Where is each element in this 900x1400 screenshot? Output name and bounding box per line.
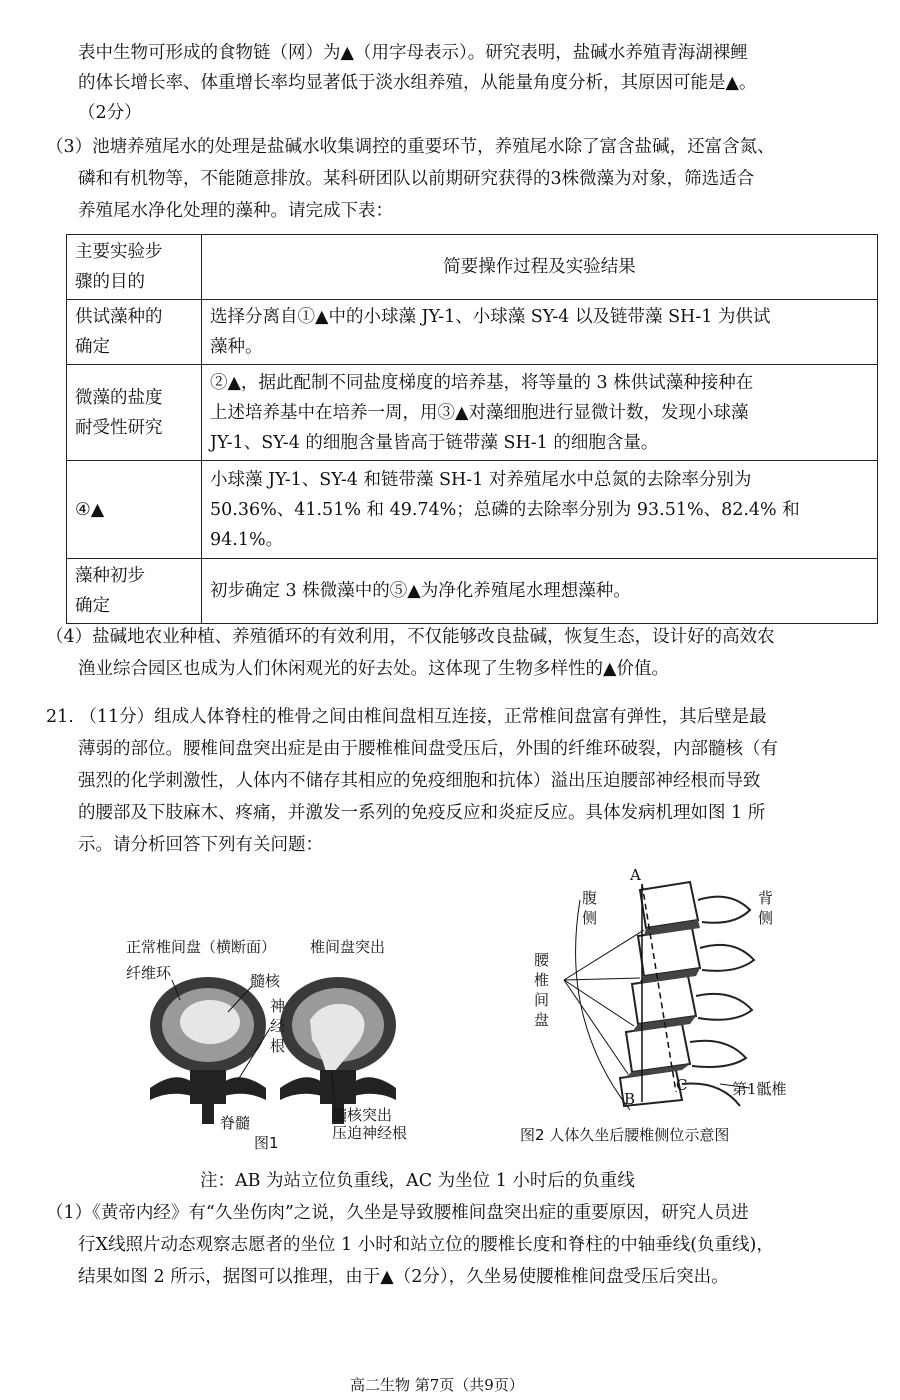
- fig2-label-ventral: 腹 侧: [582, 889, 598, 927]
- q21-line-3: 强烈的化学刺激性，人体内不储存其相应的免疫细胞和抗体）溢出压迫腰部神经根而导致: [78, 771, 761, 791]
- row2-col1: 微藻的盐度 耐受性研究: [67, 365, 202, 461]
- fig1-label-annulus: 纤维环: [126, 964, 172, 982]
- row3-col1: ④▲: [67, 461, 202, 559]
- q21-1-line-3: 结果如图 2 所示，据图可以推理，由于▲（2分），久坐易使腰椎椎间盘受压后突出。: [78, 1267, 729, 1287]
- row2-col2: ②▲，据此配制不同盐度梯度的培养基，将等量的 3 株供试藻种接种在 上述培养基中在培养一周，用③▲对藻细胞进行显微计数，发现小球藻 JY-1、SY-4 的细胞含量皆高于链带藻 SH-1 的细胞含量。: [202, 365, 878, 461]
- table-header-row: [67, 235, 878, 300]
- q21-line-5: 示。请分析回答下列有关问题：: [78, 835, 323, 855]
- q21-line-1: 21. （11分）组成人体脊柱的椎骨之间由椎间盘相互连接，正常椎间盘富有弹性，其后壁是最: [46, 707, 767, 727]
- fig2-caption: 图2 人体久坐后腰椎侧位示意图: [520, 1126, 730, 1144]
- row4-col2: 初步确定 3 株微藻中的⑤▲为净化养殖尾水理想藻种。: [202, 559, 878, 624]
- fig2-label-sacrum: 第1骶椎: [732, 1080, 787, 1098]
- q21-1-line-2: 行X线照片动态观察志愿者的坐位 1 小时和站立位的腰椎长度和脊柱的中轴垂线(负重线)，: [78, 1235, 774, 1255]
- fig1-label-nerve: 神 经 根: [270, 997, 286, 1055]
- q4-line-1: （4）盐碱地农业种植、养殖循环的有效利用，不仅能够改良盐碱，恢复生态，设计好的高效农: [46, 627, 775, 647]
- row1-col2: 选择分离自①▲中的小球藻 JY-1、小球藻 SY-4 以及链带藻 SH-1 为供试 藻种。: [202, 300, 878, 365]
- table-row: [67, 559, 878, 624]
- row3-col2: 小球藻 JY-1、SY-4 和链带藻 SH-1 对养殖尾水中总氮的去除率分别为 50.36%、41.51% 和 49.74%；总磷的去除率分别为 93.51%、82.4% 和 94.1%。: [202, 461, 878, 559]
- fig2-label-dorsal: 背 侧: [758, 889, 774, 927]
- header-col1: 主要实验步 骤的目的: [67, 235, 202, 300]
- top-paragraph-line-1: 表中生物可形成的食物链（网）为▲（用字母表示）。研究表明，盐碱水养殖青海湖裸鲤: [78, 43, 748, 63]
- q21-line-4: 的腰部及下肢麻木、疼痛，并激发一系列的免疫反应和炎症反应。具体发病机理如图 1 所: [78, 803, 766, 823]
- figure-2: [520, 866, 820, 1160]
- fig2-label-disc: 腰 椎 间 盘: [534, 951, 550, 1029]
- top-paragraph-line-3: （2分）: [78, 103, 142, 123]
- row4-col1: 藻种初步 确定: [67, 559, 202, 624]
- fig1-label-spinal-cord: 脊髓: [220, 1114, 251, 1132]
- figure-1: [120, 940, 460, 1160]
- fig1-caption: 图1: [254, 1134, 279, 1152]
- header-col2: 简要操作过程及实验结果: [202, 235, 878, 300]
- q21-line-2: 薄弱的部位。腰椎间盘突出症是由于腰椎椎间盘受压后，外围的纤维环破裂，内部髓核（有: [78, 739, 778, 759]
- fig2-label-B: B: [624, 1090, 636, 1108]
- table-row: [67, 461, 878, 559]
- row1-col1: 供试藻种的 确定: [67, 300, 202, 365]
- q21-1-line-1: （1）《黄帝内经》有“久坐伤肉”之说，久坐是导致腰椎间盘突出症的重要原因，研究人员进: [46, 1203, 749, 1223]
- q4-line-2: 渔业综合园区也成为人们休闲观光的好去处。这体现了生物多样性的▲价值。: [78, 659, 669, 679]
- table-row: [67, 300, 878, 365]
- q3-line-1: （3）池塘养殖尾水的处理是盐碱水收集调控的重要环节，养殖尾水除了富含盐碱，还富含氮、: [46, 137, 775, 157]
- figure-note: 注：AB 为站立位负重线，AC 为坐位 1 小时后的负重线: [200, 1171, 635, 1191]
- top-paragraph-line-2: 的体长增长率、体重增长率均显著低于淡水组养殖，从能量角度分析，其原因可能是▲。: [78, 73, 757, 93]
- q3-line-3: 养殖尾水净化处理的藻种。请完成下表：: [78, 201, 393, 221]
- fig1-label-normal: 正常椎间盘（横断面）: [126, 938, 277, 956]
- q3-line-2: 磷和有机物等，不能随意排放。某科研团队以前期研究获得的3株微藻为对象，筛选适合: [78, 169, 755, 189]
- experiment-table: [66, 234, 878, 624]
- table-row: [67, 365, 878, 461]
- fig2-label-C: C: [676, 1076, 688, 1094]
- fig2-label-A: A: [630, 866, 641, 884]
- fig1-label-compress: 髓核突出 压迫神经根: [332, 1106, 408, 1142]
- fig1-label-nucleus: 髓核: [250, 972, 281, 990]
- page-footer: 高二生物 第7页（共9页）: [350, 1376, 524, 1394]
- fig1-label-herniated: 椎间盘突出: [310, 938, 386, 956]
